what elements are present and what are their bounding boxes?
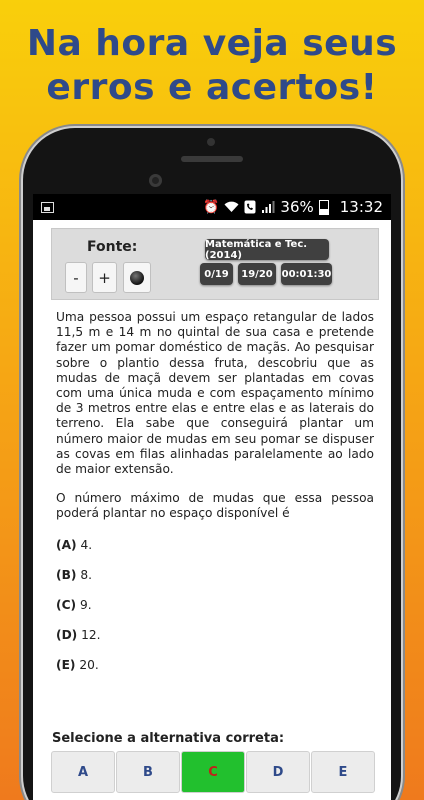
controls-panel bbox=[51, 228, 379, 300]
font-decrease-button[interactable]: - bbox=[65, 262, 87, 293]
option-d bbox=[56, 628, 101, 642]
option-c-letter: (C) bbox=[56, 598, 77, 612]
option-d-text: 12. bbox=[81, 628, 101, 642]
option-b bbox=[56, 568, 92, 582]
phone-frame bbox=[23, 128, 401, 800]
font-default-button[interactable] bbox=[123, 262, 151, 293]
promo-line-2: erros e acertos! bbox=[46, 67, 378, 108]
battery-icon bbox=[319, 200, 329, 215]
answer-button-d[interactable]: D bbox=[246, 751, 310, 793]
question-paragraph-2: O número máximo de mudas que essa pessoa poderá plantar no espaço disponível é bbox=[56, 491, 374, 521]
answer-button-e[interactable]: E bbox=[311, 751, 375, 793]
option-a-text: 4. bbox=[80, 538, 93, 552]
status-time: 13:32 bbox=[339, 198, 383, 216]
image-icon bbox=[41, 202, 54, 213]
answer-button-b[interactable]: B bbox=[116, 751, 180, 793]
option-a bbox=[56, 538, 92, 552]
font-label: Fonte: bbox=[87, 239, 138, 255]
status-bar bbox=[33, 194, 391, 220]
earpiece-speaker bbox=[181, 156, 243, 162]
alarm-icon: ⏰ bbox=[203, 199, 220, 215]
exam-badge: Matemática e Tec. (2014) bbox=[205, 239, 329, 260]
wifi-icon bbox=[224, 201, 239, 213]
promo-line-1: Na hora veja seus bbox=[26, 23, 398, 64]
promo-headline bbox=[0, 22, 424, 110]
option-e-letter: (E) bbox=[56, 658, 76, 672]
option-b-letter: (B) bbox=[56, 568, 77, 582]
option-d-letter: (D) bbox=[56, 628, 78, 642]
phone-screen bbox=[33, 194, 391, 800]
signal-icon bbox=[261, 200, 275, 214]
font-increase-button[interactable]: + bbox=[92, 262, 117, 293]
answer-button-c[interactable]: C bbox=[181, 751, 245, 793]
progress-badge: 19/20 bbox=[238, 263, 276, 285]
sensor-dot bbox=[207, 138, 215, 146]
timer-badge: 00:01:30 bbox=[281, 263, 332, 285]
question-text bbox=[56, 310, 374, 536]
option-b-text: 8. bbox=[80, 568, 92, 582]
circle-icon bbox=[130, 271, 144, 285]
option-e bbox=[56, 658, 99, 672]
quiz-content bbox=[33, 220, 391, 800]
option-c bbox=[56, 598, 92, 612]
answer-button-a[interactable]: A bbox=[51, 751, 115, 793]
question-paragraph-1: Uma pessoa possui um espaço retangular de lados 11,5 m e 14 m no quintal de sua casa e pretende fazer um pomar doméstico de maçãs. Ao pesquisar sobre o plantio dessa fruta, descobriu que as mudas de maçã devem ser plantadas em covas com uma única muda e com espaçamento mínimo de 3 metros entre elas e entre elas e as laterais do terreno. Ela sabe que conseguirá plantar um número maior de mudas em seu pomar se dispuser as covas em filas alinhadas paralelamente ao lado de maior extensão. bbox=[56, 310, 374, 477]
front-camera bbox=[149, 174, 162, 187]
option-c-text: 9. bbox=[79, 598, 92, 612]
phone-icon bbox=[244, 200, 256, 214]
option-e-text: 20. bbox=[79, 658, 99, 672]
option-a-letter: (A) bbox=[56, 538, 77, 552]
score-badge: 0/19 bbox=[200, 263, 233, 285]
battery-percent: 36% bbox=[280, 198, 314, 216]
answer-prompt: Selecione a alternativa correta: bbox=[52, 731, 285, 746]
